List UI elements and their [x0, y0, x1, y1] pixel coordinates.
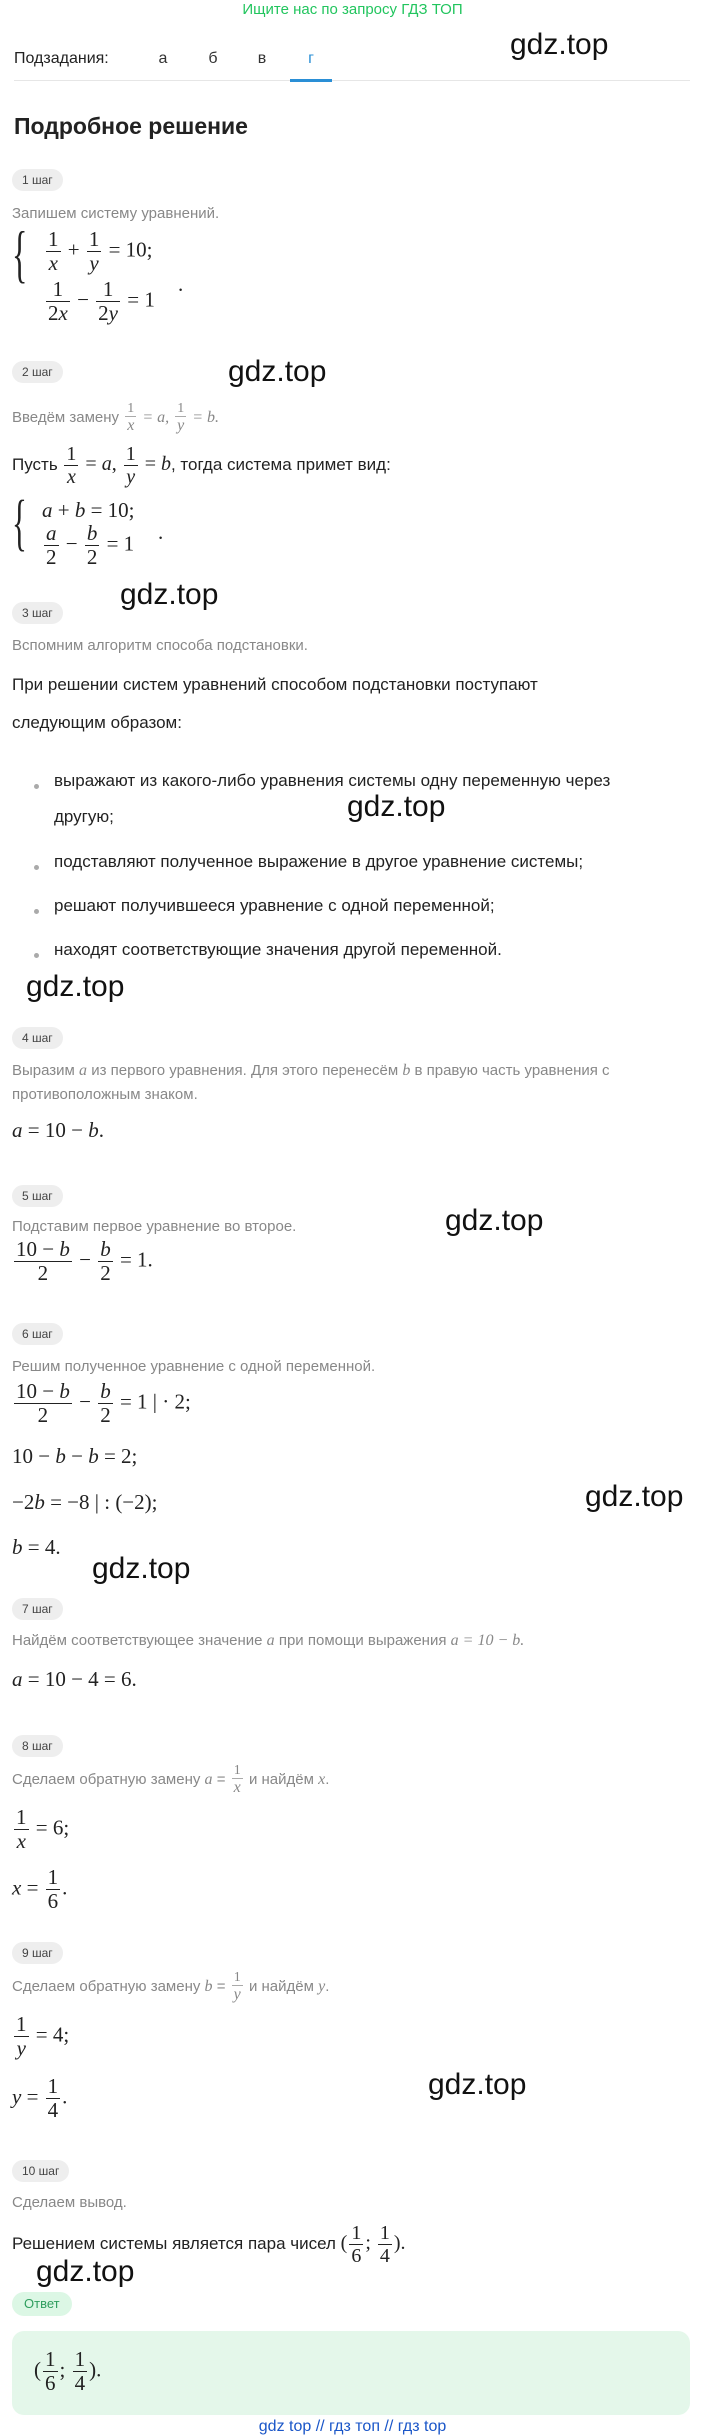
- step-text-part: в правую часть уравнения с: [414, 1062, 610, 1079]
- equation: $\frac{10 - b}{2}$ − $\frac{b}{2}$ = 1 | · 2;: [16, 1379, 191, 1428]
- watermark: gdz.top: [228, 355, 327, 388]
- step-text: Введём замену $\frac{1}{x}$ = a, $\frac{1}{y}$ = b.: [12, 401, 220, 435]
- equation: −2b = −8 | : (−2);: [12, 1490, 158, 1514]
- watermark: gdz.top: [92, 1552, 191, 1585]
- step-badge: 2 шаг: [12, 361, 63, 383]
- bullet-icon: [34, 865, 39, 870]
- step-badge: 8 шаг: [12, 1735, 63, 1757]
- step-badge: 9 шаг: [12, 1942, 63, 1964]
- watermark: gdz.top: [36, 2255, 135, 2288]
- equation: y = $\frac{1}{4}$ .: [12, 2074, 68, 2123]
- subtask-tab-g[interactable]: г: [290, 50, 332, 82]
- step-badge: 4 шаг: [12, 1027, 63, 1049]
- step-text: Сделаем обратную замену a = $\frac{1}{x}$ и найдём x.: [12, 1763, 330, 1797]
- step-text-part: Введём замену: [12, 408, 120, 426]
- system-brace: {: [12, 218, 28, 289]
- step-text-part: Пусть: [12, 455, 58, 475]
- step-badge: 7 шаг: [12, 1598, 63, 1620]
- subtask-tab-v[interactable]: в: [257, 50, 267, 67]
- substitution-line: Пусть $\frac{1}{x}$ = a, $\frac{1}{y}$ = b, тогда система примет вид:: [12, 443, 391, 488]
- math-dot: .: [178, 272, 184, 296]
- subtask-tab-b[interactable]: б: [208, 50, 218, 67]
- step-badge: 1 шаг: [12, 169, 63, 191]
- equation: a + b = 10;: [42, 498, 135, 522]
- subtask-tab-a[interactable]: а: [158, 50, 168, 67]
- equation: b = 4.: [12, 1535, 61, 1559]
- bullet-icon: [34, 909, 39, 914]
- bullet-icon: [34, 953, 39, 958]
- section-title: Подробное решение: [14, 113, 248, 139]
- watermark: gdz.top: [585, 1480, 684, 1513]
- equation: $\frac{1}{y}$ = 4;: [16, 2012, 70, 2061]
- conclusion-line: Решением системы является пара чисел ( $\frac{1}{6}$ ; $\frac{1}{4}$ ).: [12, 2222, 406, 2267]
- step-text: Выразим a из первого уравнения. Для этого перенесём b в правую часть уравнения с: [12, 1062, 610, 1079]
- watermark: gdz.top: [428, 2068, 527, 2101]
- watermark: gdz.top: [445, 1204, 544, 1237]
- step-text-part: Найдём соответствующее значение: [12, 1632, 263, 1649]
- watermark: gdz.top: [120, 578, 219, 611]
- step-badge: 3 шаг: [12, 602, 63, 624]
- step-text-part: из первого уравнения. Для этого перенесём: [91, 1062, 399, 1079]
- step-text-part: Сделаем обратную замену: [12, 1977, 201, 1995]
- step-text-part: и найдём: [248, 1770, 314, 1788]
- bullet-text: подставляют полученное выражение в другое уравнение системы;: [54, 852, 584, 871]
- watermark: gdz.top: [510, 28, 609, 61]
- equation: $\frac{10 - b}{2}$ − $\frac{b}{2}$ = 1.: [16, 1237, 153, 1286]
- equation: $\frac{1}{2x}$ − $\frac{1}{2y}$ = 1: [48, 277, 155, 326]
- step-text-part: и найдём: [248, 1977, 314, 1995]
- footer-links[interactable]: gdz top // гдз топ // гдз top: [258, 2418, 447, 2435]
- step-text-part: , тогда система примет вид:: [170, 455, 391, 475]
- answer-badge: Ответ: [12, 2292, 72, 2316]
- bullet-text: выражают из какого-либо уравнения системы одну переменную через: [54, 771, 611, 790]
- step-text: Запишем систему уравнений.: [12, 205, 220, 222]
- bullet-text: решают получившееся уравнение с одной переменной;: [54, 896, 495, 915]
- bullet-icon: [34, 784, 39, 789]
- step-text: Вспомним алгоритм способа подстановки.: [12, 637, 308, 654]
- bullet-text: находят соответствующие значения другой переменной.: [54, 940, 502, 959]
- math-dot: .: [158, 520, 164, 544]
- watermark: gdz.top: [26, 970, 125, 1003]
- step-text: Решим полученное уравнение с одной переменной.: [12, 1358, 376, 1375]
- step-text: Сделаем обратную замену b = $\frac{1}{y}$ и найдём y.: [12, 1970, 330, 2004]
- subtasks-label: Подзадания:: [14, 50, 109, 67]
- step-badge: 10 шаг: [12, 2160, 69, 2182]
- step-badge: 6 шаг: [12, 1323, 63, 1345]
- step-badge: 5 шаг: [12, 1185, 63, 1207]
- equation: 10 − b − b = 2;: [12, 1444, 138, 1468]
- step-text: Сделаем вывод.: [12, 2194, 127, 2211]
- equation: a = 10 − 4 = 6.: [12, 1667, 137, 1691]
- step-text: противоположным знаком.: [12, 1086, 198, 1103]
- equation: a = 10 − b.: [12, 1118, 104, 1142]
- equation: $\frac{1}{x}$ = 6;: [16, 1805, 70, 1854]
- step-text: Подставим первое уравнение во второе.: [12, 1218, 297, 1235]
- equation: x = $\frac{1}{6}$ .: [12, 1865, 68, 1914]
- answer-value: ( $\frac{1}{6}$ ; $\frac{1}{4}$ ).: [34, 2347, 102, 2396]
- bullet-text: другую;: [54, 807, 114, 826]
- step-text-part: Решением системы является пара чисел: [12, 2234, 336, 2254]
- step-text-part: при помощи выражения: [278, 1632, 447, 1649]
- equation: $\frac{1}{x}$ + $\frac{1}{y}$ = 10;: [48, 227, 153, 276]
- equation: $\frac{a}{2}$ − $\frac{b}{2}$ = 1: [46, 521, 135, 570]
- paragraph-line: При решении систем уравнений способом подстановки поступают: [12, 675, 538, 694]
- step-text: Найдём соответствующее значение a при помощи выражения a = 10 − b.: [12, 1632, 525, 1649]
- step-text-part: Выразим: [12, 1062, 75, 1079]
- system-brace: {: [12, 489, 27, 557]
- paragraph-line: следующим образом:: [12, 713, 182, 732]
- top-banner[interactable]: Ищите нас по запросу ГДЗ ТОП: [242, 1, 463, 18]
- step-text-part: Сделаем обратную замену: [12, 1770, 201, 1788]
- watermark: gdz.top: [347, 790, 446, 823]
- answer-box: [12, 2331, 690, 2415]
